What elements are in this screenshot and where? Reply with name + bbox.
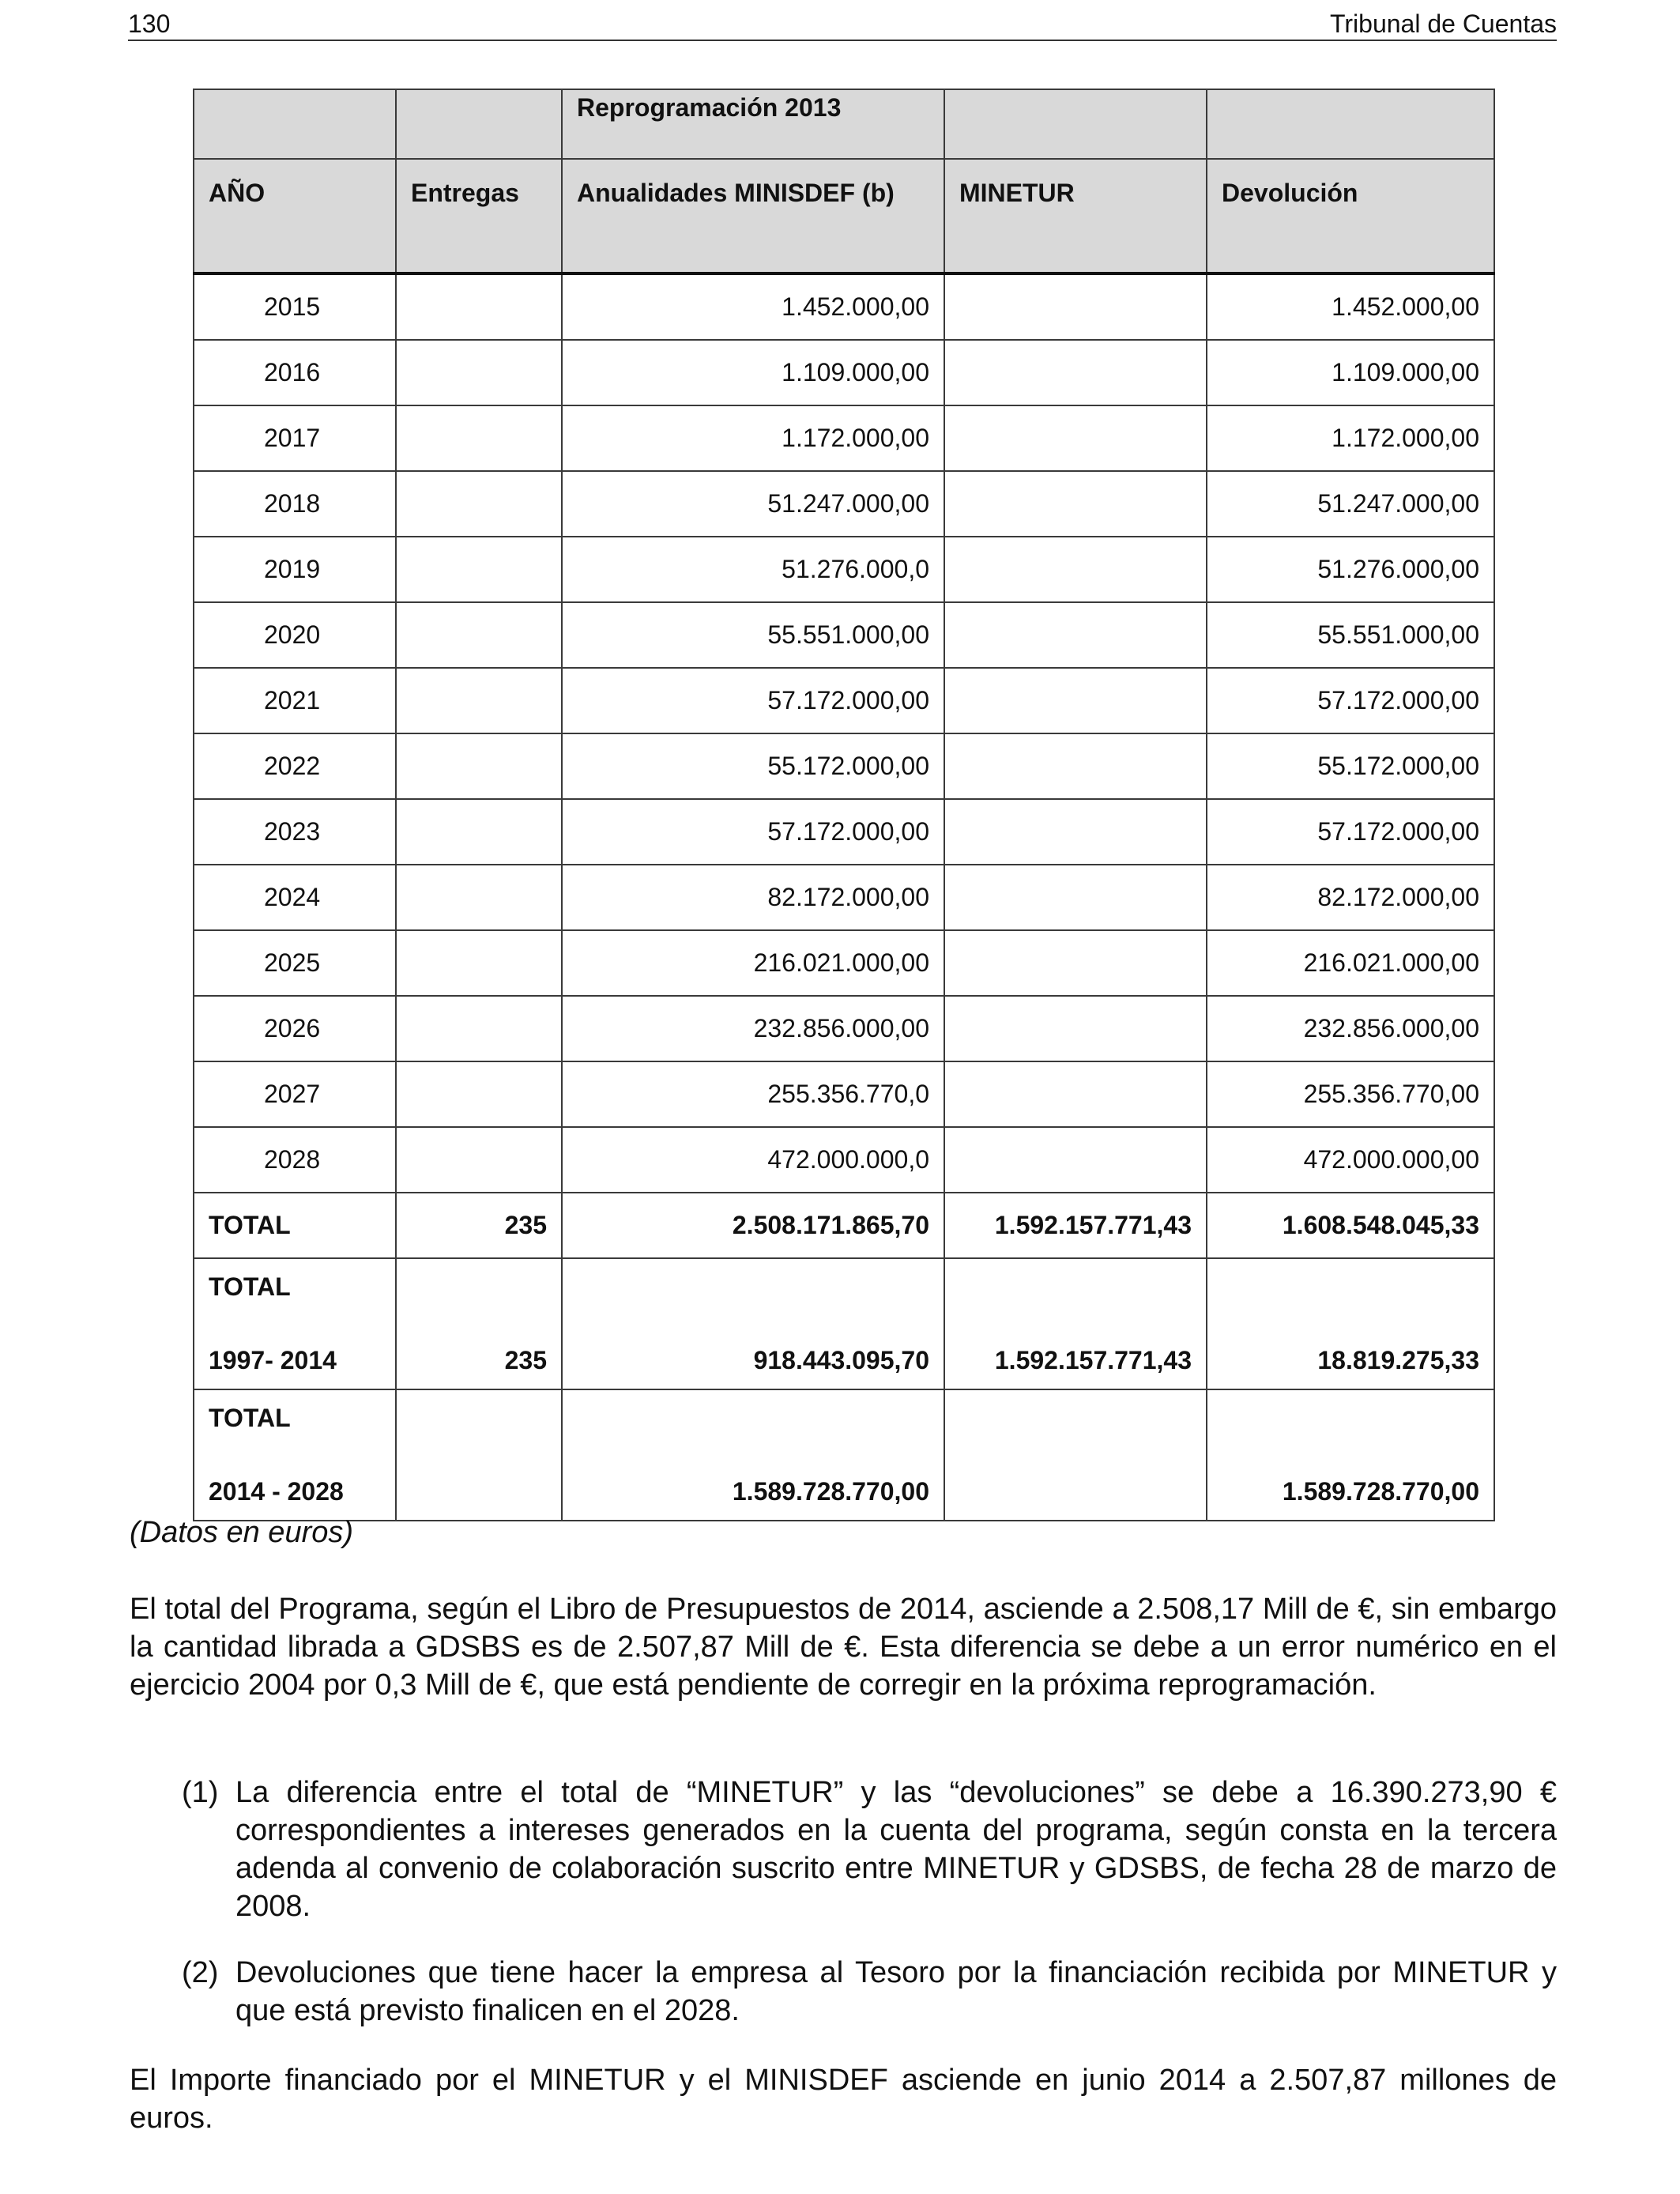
total-minetur: 1.592.157.771,43 (944, 1193, 1207, 1258)
col-header-anualidades: Anualidades MINISDEF (b) (562, 159, 944, 273)
footnote-1-text: La diferencia entre el total de “MINETUR” y las “devoluciones” se debe a 16.390.273,90 € correspondientes a intereses generados en la cuenta del programa, según consta en la tercera adenda al convenio de colaboración suscrito entre MINETUR y GDSBS, de fecha 28 de marzo de 2008. (235, 1776, 1557, 1923)
table-row: 2027 255.356.770,0 255.356.770,00 (194, 1061, 1494, 1127)
total-entregas: 235 (396, 1193, 562, 1258)
table-row: 2028 472.000.000,0 472.000.000,00 (194, 1127, 1494, 1193)
table-row: 2018 51.247.000,00 51.247.000,00 (194, 471, 1494, 537)
table-row: 2025 216.021.000,00 216.021.000,00 (194, 930, 1494, 996)
table-row: 2016 1.109.000,00 1.109.000,00 (194, 340, 1494, 405)
col-header-ano: AÑO (194, 159, 396, 273)
total-devolucion: 1.608.548.045,33 (1207, 1193, 1494, 1258)
footnote-2-marker: (2) (182, 1956, 219, 1989)
table-row-total (194, 1193, 1494, 1258)
paragraph-importe-financiado: El Importe financiado por el MINETUR y el MINISDEF asciende en junio 2014 a 2.507,87 millones de euros. (130, 2064, 1557, 2135)
table-row: 2017 1.172.000,00 1.172.000,00 (194, 405, 1494, 471)
table-row: 2020 55.551.000,00 55.551.000,00 (194, 602, 1494, 668)
total-anualidades: 2.508.171.865,70 (562, 1193, 944, 1258)
table-header-row (194, 159, 1494, 273)
total-label: TOTAL (194, 1193, 396, 1258)
footnote-1 (182, 1774, 1557, 1925)
col-header-devolucion: Devolución (1207, 159, 1494, 273)
col-header-entregas: Entregas (396, 159, 562, 273)
col-header-minetur: MINETUR (944, 159, 1207, 273)
table-row: 2023 57.172.000,00 57.172.000,00 (194, 799, 1494, 865)
table-super-header-row (194, 89, 1494, 159)
table-row: 2019 51.276.000,0 51.276.000,00 (194, 537, 1494, 602)
footnote-1-marker: (1) (182, 1776, 219, 1809)
footnote-2 (182, 1954, 1557, 2030)
table-row: 2021 57.172.000,00 57.172.000,00 (194, 668, 1494, 733)
table-row-total-2014-2028: TOTAL 2014 - 2028 1.589.728.770,00 1.589.728.770,00 (194, 1389, 1494, 1521)
paragraph-programa-total: El total del Programa, según el Libro de Presupuestos de 2014, asciende a 2.508,17 Mill de €, sin embargo la cantidad librada a GDSBS es de 2.507,87 Mill de €. Esta diferencia se debe a un error numérico en el ejercicio 2004 por 0,3 Mill de €, que está pendiente de corregir en la próxima reprogramación. (130, 1593, 1557, 1702)
super-header-reprogramacion: Reprogramación 2013 (562, 89, 944, 159)
table-note: (Datos en euros) (130, 1516, 354, 1549)
reprogramming-table (193, 89, 1495, 1521)
footnote-2-text: Devoluciones que tiene hacer la empresa al Tesoro por la financiación recibida por MINETUR y que está previsto finalicen en el 2028. (235, 1956, 1557, 2027)
page-number: 130 (128, 9, 171, 38)
table-row: 2026 232.856.000,00 232.856.000,00 (194, 996, 1494, 1061)
table-row-total-1997-2014: TOTAL 1997- 2014 235 918.443.095,70 1.592.157.771,43 18.819.275,33 (194, 1258, 1494, 1389)
table-row: 2015 1.452.000,00 1.452.000,00 (194, 273, 1494, 340)
table-row: 2022 55.172.000,00 55.172.000,00 (194, 733, 1494, 799)
page-header (128, 5, 1557, 41)
organization-name: Tribunal de Cuentas (1330, 9, 1557, 38)
table-row: 2024 82.172.000,00 82.172.000,00 (194, 865, 1494, 930)
